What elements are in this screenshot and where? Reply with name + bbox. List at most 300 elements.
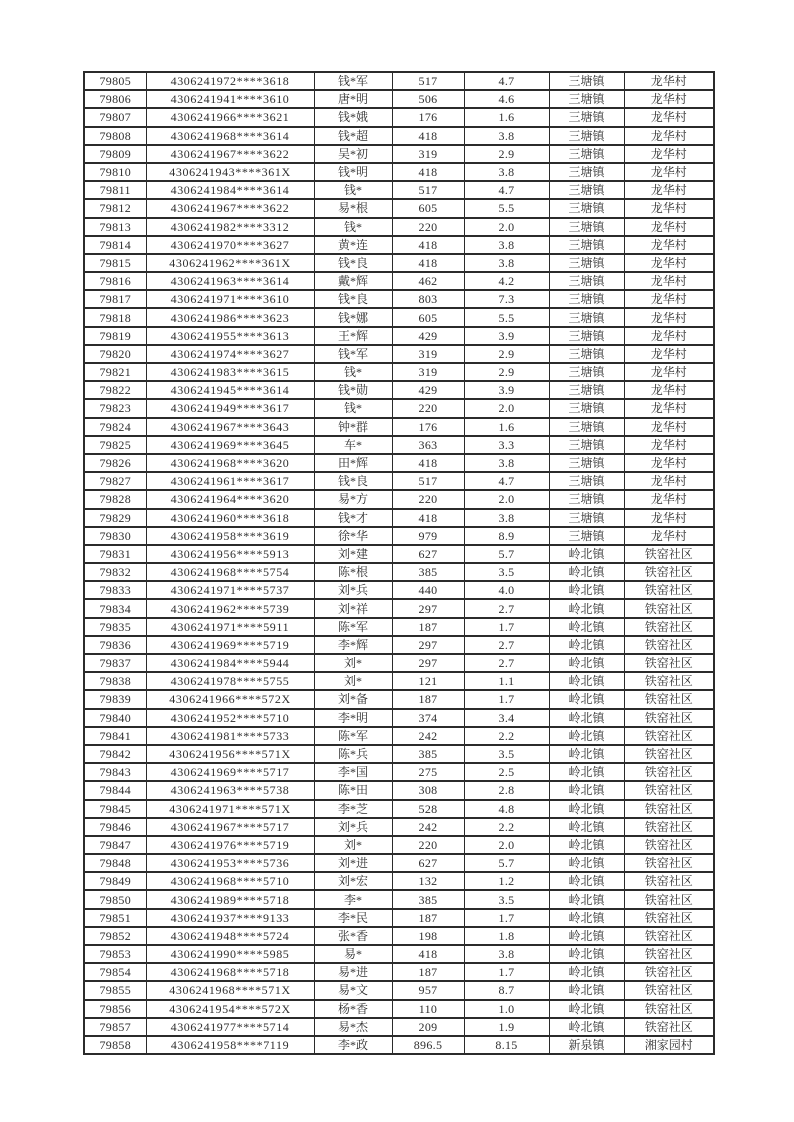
cell-town: 三塘镇 xyxy=(549,381,624,399)
cell-amount: 627 xyxy=(392,854,464,872)
table-row xyxy=(84,945,714,963)
cell-name: 易* xyxy=(314,945,392,963)
table-row xyxy=(84,563,714,581)
cell-village: 龙华村 xyxy=(624,199,714,217)
cell-name: 刘* xyxy=(314,654,392,672)
cell-amount: 242 xyxy=(392,818,464,836)
cell-village: 龙华村 xyxy=(624,327,714,345)
cell-area: 3.4 xyxy=(464,709,549,727)
cell-amount: 187 xyxy=(392,909,464,927)
cell-village: 铁窑社区 xyxy=(624,636,714,654)
cell-amount: 418 xyxy=(392,509,464,527)
cell-village: 铁窑社区 xyxy=(624,818,714,836)
cell-area: 2.0 xyxy=(464,490,549,508)
cell-name: 张*香 xyxy=(314,927,392,945)
cell-name: 李*政 xyxy=(314,1036,392,1054)
cell-serial: 79828 xyxy=(84,490,146,508)
table-row xyxy=(84,599,714,617)
cell-amount: 209 xyxy=(392,1018,464,1036)
cell-amount: 319 xyxy=(392,363,464,381)
cell-name: 钱*娜 xyxy=(314,308,392,326)
cell-serial: 79832 xyxy=(84,563,146,581)
table-row xyxy=(84,236,714,254)
table-row xyxy=(84,854,714,872)
table-row xyxy=(84,800,714,818)
cell-serial: 79823 xyxy=(84,399,146,417)
cell-village: 铁窑社区 xyxy=(624,690,714,708)
cell-village: 湘家园村 xyxy=(624,1036,714,1054)
cell-area: 1.9 xyxy=(464,1018,549,1036)
cell-village: 铁窑社区 xyxy=(624,709,714,727)
cell-id: 4306241977****5714 xyxy=(146,1018,314,1036)
cell-amount: 220 xyxy=(392,399,464,417)
cell-amount: 275 xyxy=(392,763,464,781)
cell-amount: 319 xyxy=(392,345,464,363)
cell-area: 4.7 xyxy=(464,181,549,199)
cell-id: 4306241958****7119 xyxy=(146,1036,314,1054)
cell-id: 4306241967****5717 xyxy=(146,818,314,836)
cell-town: 三塘镇 xyxy=(549,472,624,490)
cell-town: 岭北镇 xyxy=(549,618,624,636)
cell-amount: 957 xyxy=(392,981,464,999)
cell-area: 4.6 xyxy=(464,90,549,108)
cell-name: 钱*军 xyxy=(314,345,392,363)
cell-village: 铁窑社区 xyxy=(624,618,714,636)
cell-area: 1.6 xyxy=(464,108,549,126)
cell-village: 龙华村 xyxy=(624,72,714,90)
cell-area: 2.5 xyxy=(464,763,549,781)
cell-amount: 517 xyxy=(392,472,464,490)
cell-town: 岭北镇 xyxy=(549,581,624,599)
cell-name: 刘*进 xyxy=(314,854,392,872)
cell-town: 岭北镇 xyxy=(549,836,624,854)
cell-id: 4306241969****5717 xyxy=(146,763,314,781)
cell-amount: 462 xyxy=(392,272,464,290)
cell-area: 3.8 xyxy=(464,454,549,472)
cell-serial: 79845 xyxy=(84,800,146,818)
cell-serial: 79858 xyxy=(84,1036,146,1054)
cell-amount: 242 xyxy=(392,727,464,745)
cell-town: 岭北镇 xyxy=(549,981,624,999)
cell-town: 三塘镇 xyxy=(549,327,624,345)
cell-amount: 429 xyxy=(392,381,464,399)
cell-amount: 187 xyxy=(392,690,464,708)
cell-id: 4306241978****5755 xyxy=(146,672,314,690)
cell-town: 三塘镇 xyxy=(549,345,624,363)
table-row xyxy=(84,490,714,508)
cell-id: 4306241971****571X xyxy=(146,800,314,818)
table-row xyxy=(84,72,714,90)
cell-id: 4306241968****5718 xyxy=(146,963,314,981)
table-row xyxy=(84,872,714,890)
cell-area: 3.9 xyxy=(464,381,549,399)
cell-town: 岭北镇 xyxy=(549,599,624,617)
table-row xyxy=(84,363,714,381)
cell-id: 4306241956****5913 xyxy=(146,545,314,563)
cell-area: 3.3 xyxy=(464,436,549,454)
cell-town: 三塘镇 xyxy=(549,272,624,290)
cell-area: 1.2 xyxy=(464,872,549,890)
table-row xyxy=(84,327,714,345)
cell-town: 岭北镇 xyxy=(549,690,624,708)
cell-village: 龙华村 xyxy=(624,254,714,272)
cell-serial: 79820 xyxy=(84,345,146,363)
cell-serial: 79810 xyxy=(84,163,146,181)
cell-town: 三塘镇 xyxy=(549,218,624,236)
cell-area: 1.7 xyxy=(464,963,549,981)
cell-village: 铁窑社区 xyxy=(624,945,714,963)
cell-area: 5.7 xyxy=(464,545,549,563)
cell-village: 龙华村 xyxy=(624,90,714,108)
cell-town: 三塘镇 xyxy=(549,108,624,126)
cell-name: 刘*建 xyxy=(314,545,392,563)
table-row xyxy=(84,963,714,981)
cell-serial: 79840 xyxy=(84,709,146,727)
cell-amount: 506 xyxy=(392,90,464,108)
cell-area: 4.7 xyxy=(464,472,549,490)
cell-village: 龙华村 xyxy=(624,418,714,436)
cell-name: 陈*军 xyxy=(314,618,392,636)
cell-amount: 627 xyxy=(392,545,464,563)
cell-town: 三塘镇 xyxy=(549,490,624,508)
table-row xyxy=(84,218,714,236)
table-row xyxy=(84,745,714,763)
cell-village: 铁窑社区 xyxy=(624,545,714,563)
cell-area: 4.8 xyxy=(464,800,549,818)
cell-area: 1.0 xyxy=(464,1000,549,1018)
cell-serial: 79852 xyxy=(84,927,146,945)
cell-town: 岭北镇 xyxy=(549,800,624,818)
cell-name: 刘*宏 xyxy=(314,872,392,890)
cell-id: 4306241971****3610 xyxy=(146,290,314,308)
table-row xyxy=(84,636,714,654)
cell-area: 2.8 xyxy=(464,781,549,799)
table-row xyxy=(84,90,714,108)
cell-area: 2.9 xyxy=(464,363,549,381)
cell-name: 钱*明 xyxy=(314,163,392,181)
cell-town: 三塘镇 xyxy=(549,436,624,454)
cell-village: 铁窑社区 xyxy=(624,727,714,745)
cell-area: 3.8 xyxy=(464,254,549,272)
cell-amount: 517 xyxy=(392,72,464,90)
cell-id: 4306241969****5719 xyxy=(146,636,314,654)
cell-id: 4306241960****3618 xyxy=(146,509,314,527)
cell-name: 吴*初 xyxy=(314,145,392,163)
cell-id: 4306241972****3618 xyxy=(146,72,314,90)
cell-serial: 79826 xyxy=(84,454,146,472)
cell-town: 三塘镇 xyxy=(549,363,624,381)
cell-area: 3.9 xyxy=(464,327,549,345)
cell-town: 三塘镇 xyxy=(549,399,624,417)
cell-name: 陈*军 xyxy=(314,727,392,745)
cell-village: 龙华村 xyxy=(624,345,714,363)
cell-town: 岭北镇 xyxy=(549,709,624,727)
cell-serial: 79833 xyxy=(84,581,146,599)
cell-town: 三塘镇 xyxy=(549,527,624,545)
cell-name: 戴*辉 xyxy=(314,272,392,290)
cell-id: 4306241937****9133 xyxy=(146,909,314,927)
cell-village: 龙华村 xyxy=(624,236,714,254)
cell-town: 三塘镇 xyxy=(549,418,624,436)
cell-village: 龙华村 xyxy=(624,218,714,236)
cell-village: 龙华村 xyxy=(624,490,714,508)
cell-village: 龙华村 xyxy=(624,436,714,454)
cell-area: 3.8 xyxy=(464,163,549,181)
cell-village: 龙华村 xyxy=(624,399,714,417)
cell-town: 三塘镇 xyxy=(549,290,624,308)
cell-name: 刘* xyxy=(314,836,392,854)
cell-name: 刘*兵 xyxy=(314,818,392,836)
cell-id: 4306241968****3614 xyxy=(146,127,314,145)
cell-serial: 79811 xyxy=(84,181,146,199)
table-row xyxy=(84,145,714,163)
table-row xyxy=(84,763,714,781)
cell-id: 4306241989****5718 xyxy=(146,890,314,908)
cell-area: 8.7 xyxy=(464,981,549,999)
cell-area: 1.7 xyxy=(464,909,549,927)
cell-name: 钱*军 xyxy=(314,72,392,90)
cell-serial: 79847 xyxy=(84,836,146,854)
cell-town: 岭北镇 xyxy=(549,818,624,836)
cell-id: 4306241962****5739 xyxy=(146,599,314,617)
cell-town: 岭北镇 xyxy=(549,781,624,799)
cell-id: 4306241971****5911 xyxy=(146,618,314,636)
cell-id: 4306241971****5737 xyxy=(146,581,314,599)
table-row xyxy=(84,181,714,199)
cell-name: 易*根 xyxy=(314,199,392,217)
cell-name: 钱* xyxy=(314,181,392,199)
cell-id: 4306241941****3610 xyxy=(146,90,314,108)
cell-serial: 79805 xyxy=(84,72,146,90)
subsidy-table xyxy=(83,71,715,1055)
cell-town: 三塘镇 xyxy=(549,236,624,254)
cell-area: 2.0 xyxy=(464,836,549,854)
table-row xyxy=(84,254,714,272)
table-row xyxy=(84,672,714,690)
cell-village: 铁窑社区 xyxy=(624,836,714,854)
cell-village: 龙华村 xyxy=(624,363,714,381)
cell-id: 4306241986****3623 xyxy=(146,308,314,326)
cell-amount: 121 xyxy=(392,672,464,690)
cell-town: 岭北镇 xyxy=(549,672,624,690)
cell-village: 铁窑社区 xyxy=(624,890,714,908)
cell-name: 钱*勋 xyxy=(314,381,392,399)
cell-town: 岭北镇 xyxy=(549,763,624,781)
cell-serial: 79830 xyxy=(84,527,146,545)
table-row xyxy=(84,436,714,454)
cell-serial: 79825 xyxy=(84,436,146,454)
cell-name: 刘*祥 xyxy=(314,599,392,617)
cell-town: 岭北镇 xyxy=(549,563,624,581)
table-row xyxy=(84,399,714,417)
cell-serial: 79809 xyxy=(84,145,146,163)
cell-id: 4306241955****3613 xyxy=(146,327,314,345)
cell-name: 刘* xyxy=(314,672,392,690)
cell-serial: 79807 xyxy=(84,108,146,126)
cell-village: 铁窑社区 xyxy=(624,654,714,672)
cell-village: 龙华村 xyxy=(624,308,714,326)
cell-village: 铁窑社区 xyxy=(624,1000,714,1018)
cell-village: 铁窑社区 xyxy=(624,672,714,690)
cell-village: 铁窑社区 xyxy=(624,854,714,872)
cell-town: 三塘镇 xyxy=(549,254,624,272)
cell-town: 三塘镇 xyxy=(549,163,624,181)
cell-id: 4306241981****5733 xyxy=(146,727,314,745)
cell-id: 4306241967****3622 xyxy=(146,145,314,163)
cell-town: 三塘镇 xyxy=(549,72,624,90)
table-row xyxy=(84,781,714,799)
cell-amount: 418 xyxy=(392,454,464,472)
cell-name: 黄*连 xyxy=(314,236,392,254)
cell-area: 3.8 xyxy=(464,127,549,145)
cell-id: 4306241966****572X xyxy=(146,690,314,708)
cell-id: 4306241963****5738 xyxy=(146,781,314,799)
cell-id: 4306241976****5719 xyxy=(146,836,314,854)
cell-serial: 79843 xyxy=(84,763,146,781)
cell-id: 4306241969****3645 xyxy=(146,436,314,454)
cell-name: 钱*娥 xyxy=(314,108,392,126)
cell-amount: 374 xyxy=(392,709,464,727)
cell-id: 4306241952****5710 xyxy=(146,709,314,727)
cell-serial: 79849 xyxy=(84,872,146,890)
cell-village: 龙华村 xyxy=(624,108,714,126)
cell-area: 2.0 xyxy=(464,218,549,236)
cell-town: 岭北镇 xyxy=(549,854,624,872)
cell-area: 5.7 xyxy=(464,854,549,872)
cell-name: 易*杰 xyxy=(314,1018,392,1036)
table-row xyxy=(84,272,714,290)
cell-amount: 319 xyxy=(392,145,464,163)
cell-village: 龙华村 xyxy=(624,381,714,399)
cell-serial: 79821 xyxy=(84,363,146,381)
cell-amount: 385 xyxy=(392,745,464,763)
cell-town: 岭北镇 xyxy=(549,909,624,927)
table-body xyxy=(84,72,714,1054)
table-row xyxy=(84,509,714,527)
cell-area: 5.5 xyxy=(464,308,549,326)
cell-village: 龙华村 xyxy=(624,127,714,145)
cell-serial: 79851 xyxy=(84,909,146,927)
cell-name: 刘*备 xyxy=(314,690,392,708)
cell-serial: 79842 xyxy=(84,745,146,763)
cell-name: 钟*群 xyxy=(314,418,392,436)
cell-name: 王*辉 xyxy=(314,327,392,345)
cell-serial: 79857 xyxy=(84,1018,146,1036)
cell-town: 岭北镇 xyxy=(549,890,624,908)
cell-id: 4306241984****5944 xyxy=(146,654,314,672)
cell-serial: 79836 xyxy=(84,636,146,654)
cell-id: 4306241990****5985 xyxy=(146,945,314,963)
cell-name: 李*国 xyxy=(314,763,392,781)
cell-serial: 79837 xyxy=(84,654,146,672)
cell-town: 三塘镇 xyxy=(549,308,624,326)
cell-serial: 79827 xyxy=(84,472,146,490)
cell-id: 4306241968****3620 xyxy=(146,454,314,472)
cell-id: 4306241945****3614 xyxy=(146,381,314,399)
cell-name: 易*文 xyxy=(314,981,392,999)
cell-name: 李*明 xyxy=(314,709,392,727)
cell-id: 4306241958****3619 xyxy=(146,527,314,545)
cell-town: 三塘镇 xyxy=(549,127,624,145)
cell-id: 4306241964****3620 xyxy=(146,490,314,508)
cell-serial: 79831 xyxy=(84,545,146,563)
cell-serial: 79819 xyxy=(84,327,146,345)
cell-amount: 385 xyxy=(392,563,464,581)
cell-area: 3.5 xyxy=(464,745,549,763)
table-row xyxy=(84,108,714,126)
cell-amount: 605 xyxy=(392,199,464,217)
cell-name: 陈*兵 xyxy=(314,745,392,763)
table-row xyxy=(84,1018,714,1036)
cell-serial: 79812 xyxy=(84,199,146,217)
cell-area: 2.2 xyxy=(464,818,549,836)
cell-serial: 79822 xyxy=(84,381,146,399)
table-row xyxy=(84,981,714,999)
cell-serial: 79853 xyxy=(84,945,146,963)
cell-village: 铁窑社区 xyxy=(624,745,714,763)
table-row xyxy=(84,472,714,490)
table-row xyxy=(84,927,714,945)
cell-name: 钱*超 xyxy=(314,127,392,145)
cell-name: 田*辉 xyxy=(314,454,392,472)
cell-name: 钱* xyxy=(314,363,392,381)
cell-town: 三塘镇 xyxy=(549,145,624,163)
cell-id: 4306241974****3627 xyxy=(146,345,314,363)
cell-town: 三塘镇 xyxy=(549,199,624,217)
cell-serial: 79834 xyxy=(84,599,146,617)
cell-serial: 79854 xyxy=(84,963,146,981)
cell-serial: 79835 xyxy=(84,618,146,636)
cell-amount: 297 xyxy=(392,599,464,617)
cell-area: 2.2 xyxy=(464,727,549,745)
cell-id: 4306241963****3614 xyxy=(146,272,314,290)
cell-name: 李*芝 xyxy=(314,800,392,818)
table-row xyxy=(84,709,714,727)
cell-id: 4306241961****3617 xyxy=(146,472,314,490)
cell-name: 李*辉 xyxy=(314,636,392,654)
cell-village: 铁窑社区 xyxy=(624,781,714,799)
cell-town: 岭北镇 xyxy=(549,636,624,654)
cell-amount: 429 xyxy=(392,327,464,345)
cell-amount: 220 xyxy=(392,218,464,236)
cell-serial: 79824 xyxy=(84,418,146,436)
cell-name: 李* xyxy=(314,890,392,908)
table-row xyxy=(84,527,714,545)
cell-name: 钱* xyxy=(314,218,392,236)
cell-village: 铁窑社区 xyxy=(624,599,714,617)
cell-village: 铁窑社区 xyxy=(624,909,714,927)
cell-area: 1.8 xyxy=(464,927,549,945)
cell-amount: 517 xyxy=(392,181,464,199)
cell-name: 陈*田 xyxy=(314,781,392,799)
cell-area: 8.15 xyxy=(464,1036,549,1054)
cell-id: 4306241967****3643 xyxy=(146,418,314,436)
cell-town: 新泉镇 xyxy=(549,1036,624,1054)
cell-town: 岭北镇 xyxy=(549,872,624,890)
cell-amount: 187 xyxy=(392,963,464,981)
cell-amount: 528 xyxy=(392,800,464,818)
cell-serial: 79806 xyxy=(84,90,146,108)
cell-id: 4306241953****5736 xyxy=(146,854,314,872)
cell-area: 3.5 xyxy=(464,890,549,908)
cell-amount: 132 xyxy=(392,872,464,890)
cell-area: 1.1 xyxy=(464,672,549,690)
table-row xyxy=(84,890,714,908)
cell-town: 岭北镇 xyxy=(549,1018,624,1036)
cell-id: 4306241970****3627 xyxy=(146,236,314,254)
cell-village: 铁窑社区 xyxy=(624,563,714,581)
table-row xyxy=(84,381,714,399)
